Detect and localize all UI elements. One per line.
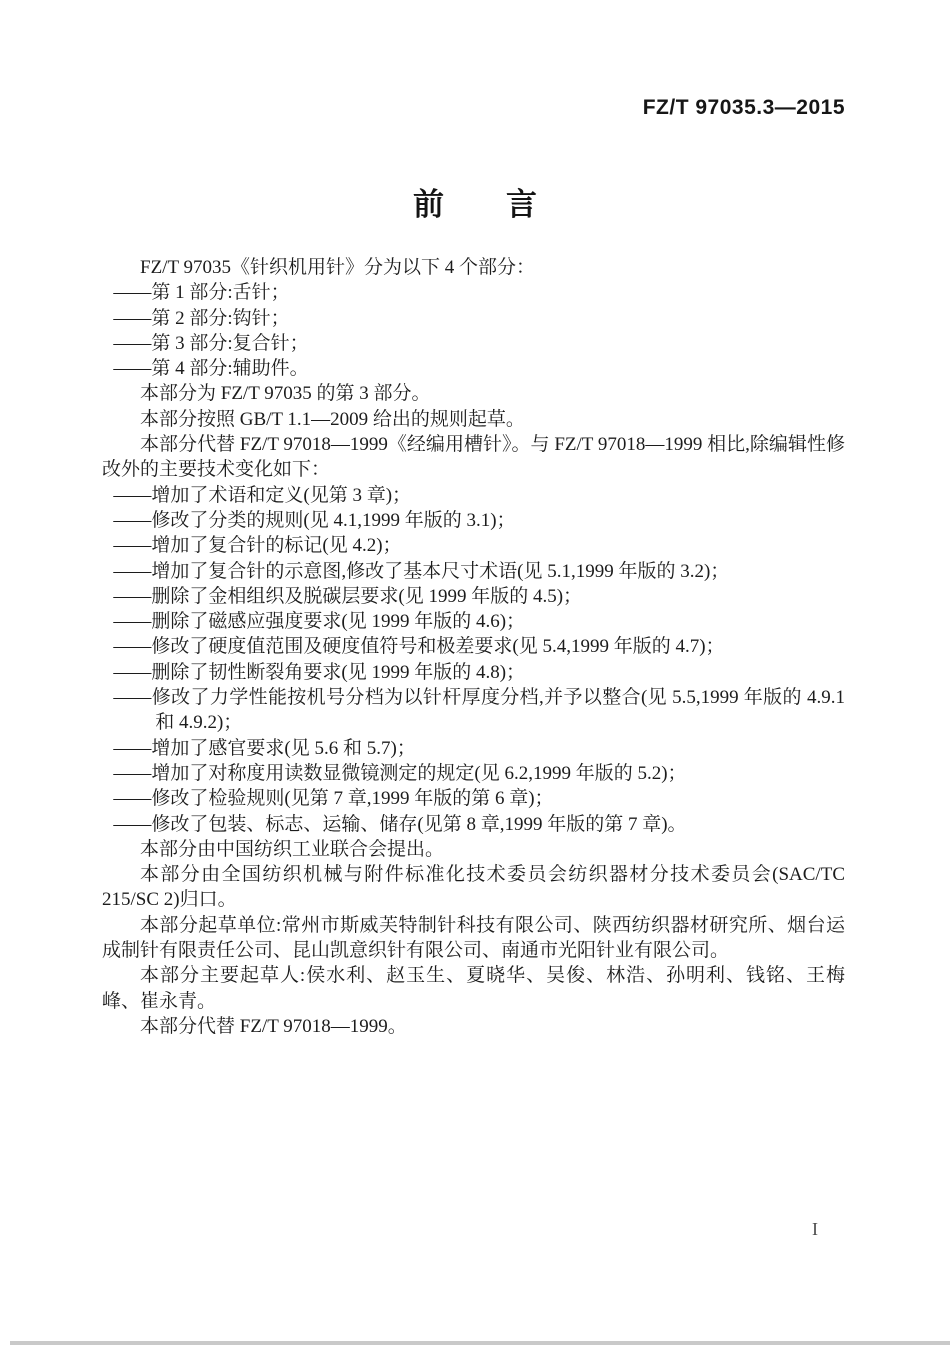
foreword-paragraph: 本部分由中国纺织工业联合会提出。 [140,838,445,860]
foreword-list-item: ——修改了包装、标志、运输、储存(见第 8 章,1999 年版的第 7 章)。 [113,813,687,835]
foreword-list-item: ——删除了金相组织及脱碳层要求(见 1999 年版的 4.5)； [113,585,583,607]
foreword-list-item: ——修改了力学性能按机号分档为以针杆厚度分档,并予以整合(见 5.5,1999 年版的 4.9.1 和 4.9.2)； [113,687,845,734]
foreword-list-item: ——增加了复合针的标记(见 4.2)； [113,535,402,557]
foreword-paragraph: 本部分由全国纺织机械与附件标准化技术委员会纺织器材分技术委员会(SAC/TC 215/SC 2)归口。 [102,864,845,911]
page-title: 前 言 [413,187,537,222]
foreword-paragraph: 本部分按照 GB/T 1.1—2009 给出的规则起草。 [140,408,525,430]
foreword-list-item: ——增加了术语和定义(见第 3 章)； [113,484,412,506]
foreword-list-item: ——修改了检验规则(见第 7 章,1999 年版的第 6 章)； [113,788,554,810]
standard-code: FZ/T 97035.3—2015 [642,96,845,119]
foreword-list-item: ——增加了对称度用读数显微镜测定的规定(见 6.2,1999 年版的 5.2)； [113,762,687,784]
foreword-list-item: ——修改了分类的规则(见 4.1,1999 年版的 3.1)； [113,509,516,531]
scan-edge [10,1341,950,1345]
foreword-paragraph: 本部分代替 FZ/T 97018—1999《经编用槽针》。与 FZ/T 97018—1999 相比,除编辑性修改外的主要技术变化如下： [102,434,845,481]
foreword-list-item: ——删除了磁感应强度要求(见 1999 年版的 4.6)； [113,611,526,633]
foreword-list-item: ——第 3 部分:复合针； [113,332,309,354]
foreword-list-item: ——修改了硬度值范围及硬度值符号和极差要求(见 5.4,1999 年版的 4.7)； [113,636,725,658]
foreword-paragraph: 本部分代替 FZ/T 97018—1999。 [140,1015,407,1037]
foreword-list-item: ——删除了韧性断裂角要求(见 1999 年版的 4.8)； [113,661,526,683]
foreword-paragraph: 本部分为 FZ/T 97035 的第 3 部分。 [140,383,431,405]
foreword-body [102,255,845,1039]
foreword-list-item: ——增加了感官要求(见 5.6 和 5.7)； [113,737,416,759]
foreword-list-item: ——增加了复合针的示意图,修改了基本尺寸术语(见 5.1,1999 年版的 3.2)； [113,560,730,582]
foreword-list-item: ——第 2 部分:钩针； [113,307,290,329]
foreword-paragraph: 本部分主要起草人:侯水利、赵玉生、夏晓华、吴俊、林浩、孙明利、钱铭、王梅峰、崔永青。 [102,965,845,1012]
page-number: I [812,1219,818,1239]
foreword-paragraph: 本部分起草单位:常州市斯威芙特制针科技有限公司、陕西纺织器材研究所、烟台运成制针有限责任公司、昆山凯意织针有限公司、南通市光阳针业有限公司。 [102,914,845,962]
foreword-paragraph: FZ/T 97035《针织机用针》分为以下 4 个部分： [140,257,535,278]
foreword-list-item: ——第 1 部分:舌针； [113,282,290,304]
foreword-list-item: ——第 4 部分:辅助件。 [113,358,309,380]
